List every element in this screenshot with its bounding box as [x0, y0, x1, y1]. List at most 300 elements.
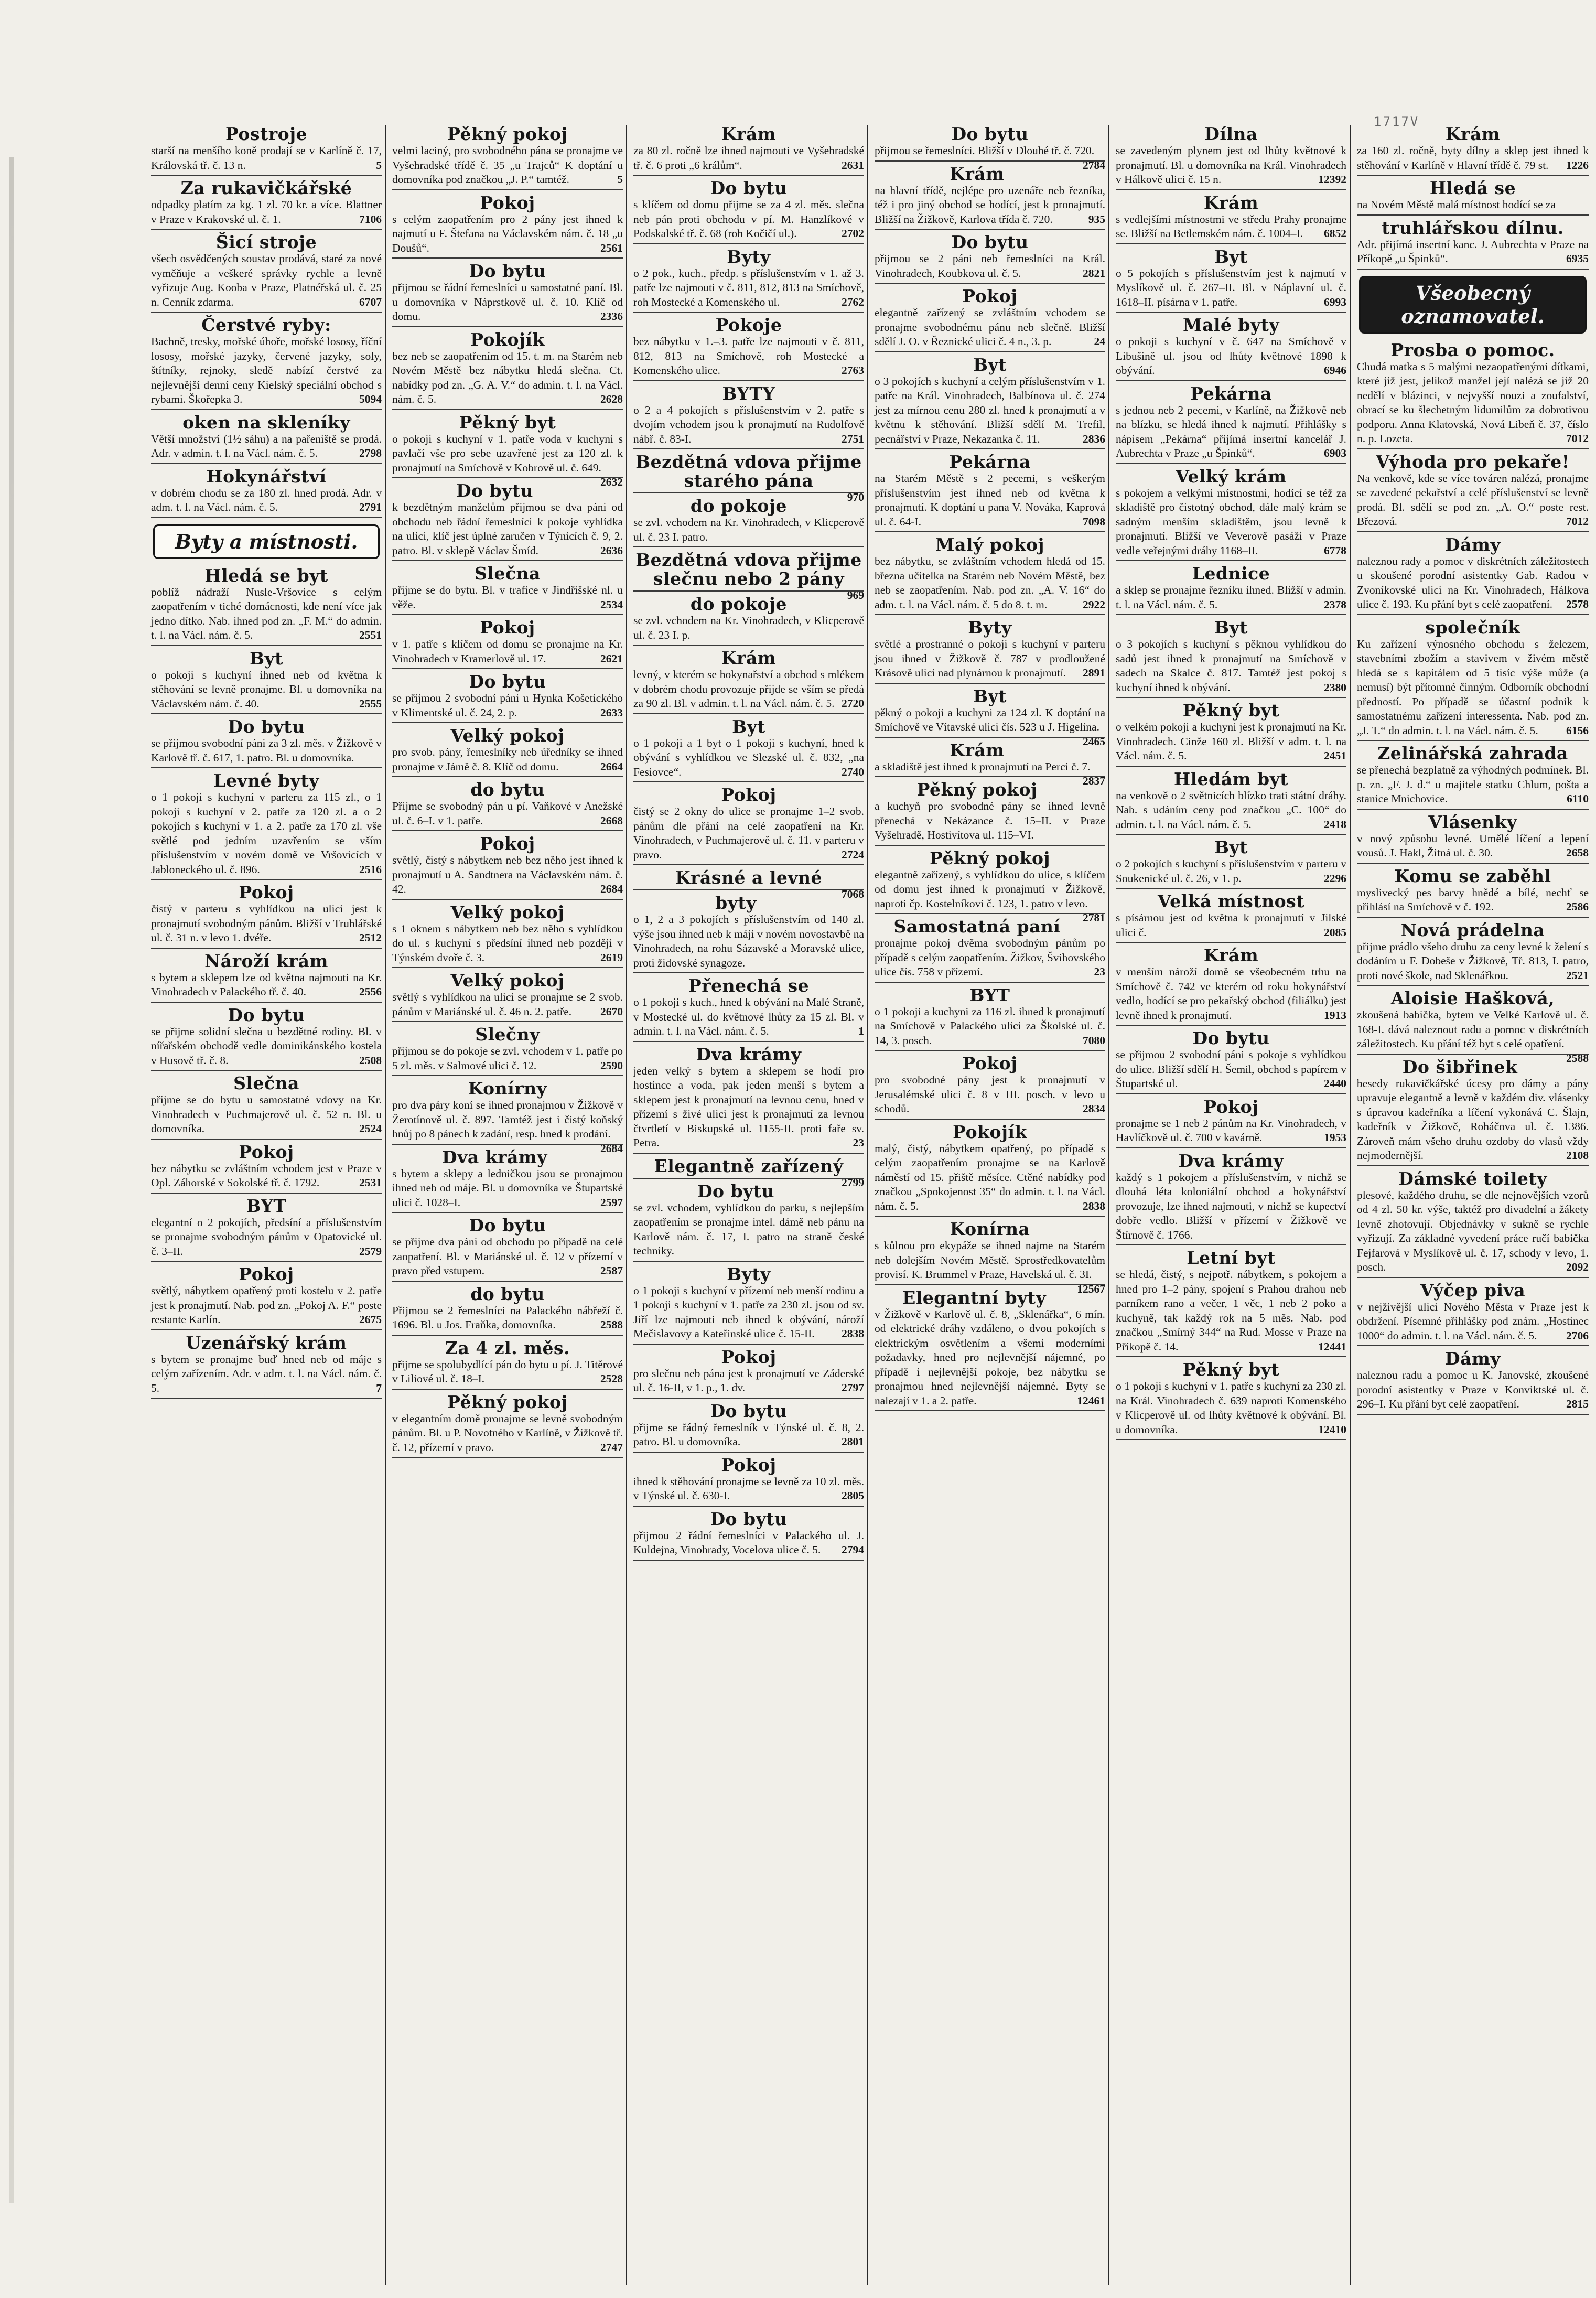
- ad-number: 2508: [359, 1054, 382, 1067]
- ad-number: 935: [1088, 212, 1105, 225]
- classified-ad: [1116, 770, 1346, 835]
- classified-ad: [151, 179, 382, 230]
- classified-ad: [875, 453, 1105, 532]
- ad-number: 1226: [1566, 158, 1589, 171]
- ad-headline: Výhoda pro pekaře!: [1376, 451, 1570, 472]
- ad-headline: Do bytu: [710, 178, 788, 198]
- classified-ad: [151, 125, 382, 176]
- ad-headline: Byt: [732, 716, 765, 737]
- ad-body-text: Adr. přijímá insertní kanc. J. Aubrechta v Praze na Příkopě „u Špinků“.: [1357, 238, 1589, 265]
- ad-body: [1357, 144, 1589, 173]
- classified-ad: [633, 717, 864, 783]
- classified-columns: [148, 125, 1591, 2285]
- ad-body-text: v nový způsobu levné. Umělé líčení a lepení vousů. J. Hakl, Žitná ul. č. 30.: [1357, 832, 1589, 859]
- classified-ad: [633, 1456, 864, 1507]
- ad-number: 2784: [1083, 158, 1105, 171]
- classified-ad: [633, 976, 864, 1042]
- ad-number: 5: [376, 158, 382, 171]
- ad-headline: Hledá se byt: [204, 565, 328, 586]
- ad-body-text: s klíčem od domu přijme se za 4 zl. měs. slečna neb pán proti obchodu v pí. M. Hanzlíkové v Podskalské tř. č. 68 (roh Kočičí ul.).: [633, 198, 864, 240]
- ad-body: [633, 198, 864, 241]
- classified-ad: [875, 685, 1105, 748]
- ad-number: 2440: [1324, 1077, 1346, 1090]
- ad-body: [633, 1201, 864, 1259]
- ad-body-text: velmi laciný, pro svobodného pána se pronajme ve Vyšehradské třídě č. 35 „u Trajců“ K doptání u domovníka pod značkou „J. P.“ tamtéž.: [392, 144, 623, 186]
- ad-body-text: se přenechá bezplatně za výhodných podmínek. Bl. p. zn. „F. J. d.“ u majitele statku Chlum, pošta a stanice Mnichovice.: [1357, 764, 1589, 805]
- classified-ad: [1116, 194, 1346, 244]
- ad-headline: BYT: [969, 984, 1010, 1005]
- ad-body-text: se zvl. vchodem na Kr. Vinohradech, v Klicperově ul. č. 23 I. patro.: [633, 516, 864, 543]
- ad-number: 6946: [1324, 364, 1346, 377]
- ad-body-text: starší na menšího koně prodají se v Karlíně č. 17, Královská tř. č. 13 n.: [151, 144, 382, 171]
- classified-ad: [633, 125, 864, 176]
- ad-number: 2724: [842, 848, 864, 861]
- ad-body: [633, 1064, 864, 1151]
- ad-body: [1116, 583, 1346, 612]
- ad-body: [1116, 403, 1346, 461]
- ad-number: 2668: [600, 814, 623, 827]
- ad-body: [1116, 1268, 1346, 1354]
- column-4: [871, 125, 1109, 2285]
- ad-body-text: s 1 oknem s nábytkem neb bez něho s vyhlídkou do ul. s kuchyní s předsíní ihned neb později v Týnském dvoře č. 3.: [392, 922, 623, 964]
- ad-number: 2702: [842, 227, 864, 240]
- ad-body-text: v Žižkově v Karlově ul. č. 8, „Sklenářka“, 6 mín. od elektrické dráhy vzdáleno, o dvou pokojích s elektrickým osvětlením a všemi moderními požadavky, hned pro nejlevnější nájemné, po případě i nejlevnější pokoje, bez nábytku se pronajmou hned nejlevnější nájemné. Byty se nalezají v 1. a 2. patře.: [875, 1307, 1105, 1407]
- ad-number: 7106: [359, 212, 382, 225]
- ad-headline: Pokojík: [953, 1121, 1027, 1142]
- ad-number: 2836: [1083, 432, 1105, 445]
- ad-headline: Krám: [1203, 192, 1259, 213]
- ad-body-text: a sklep se pronajme řezníku ihned. Bližší v admin. t. l. na Václ. nám. č. 5.: [1116, 584, 1346, 611]
- ad-body: [1116, 1116, 1346, 1145]
- ad-body-text: o 1 pokoji a 1 byt o 1 pokoji s kuchyní, hned k obývání s vyhlídkou ve Slezské ul. č. 832, „na Fesiovce“.: [633, 736, 864, 778]
- ad-number: 2838: [1083, 1199, 1105, 1212]
- ad-number: 7098: [1083, 515, 1105, 528]
- ad-headline: Samostatná paní: [893, 916, 1061, 937]
- ad-number: 2675: [359, 1313, 382, 1326]
- ad-body-text: čistý v parteru s vyhlídkou na ulici jest k pronajmutí svobodným pánům. Bližší v Truhlářské ul. č. 31 n. v levo 1. dvéře.: [151, 903, 382, 944]
- ad-body-text: na hlavní třídě, nejlépe pro uzenáře neb řezníka, též i pro jiný obchod se hodící, jest k pronajmutí. Bližší na Žižkově, Karlova třída č. 720.: [875, 184, 1105, 225]
- ad-body-text: a skladiště jest ihned k pronajmutí na Perci č. 7.: [875, 760, 1091, 773]
- ad-body: [1357, 1188, 1589, 1275]
- classified-ad: [875, 1219, 1105, 1295]
- ad-number: 23: [853, 1136, 864, 1149]
- ad-body: [633, 668, 864, 711]
- ad-body-text: světlý s vyhlídkou na ulici se pronajme se 2 svob. pánům v Mariánské ul. č. 46 n. 2. patře.: [392, 991, 623, 1018]
- ad-body-text: se přijme solidní slečna u bezdětné rodiny. Bl. v nířařském obchodě vedle dominikánského kostela v Husově tř. č. 8.: [151, 1025, 382, 1067]
- ad-body-text: za 160 zl. ročně, byty dílny a sklep jest ihned k stěhování v Karlíně v Hlavní třídě č. 79 st.: [1357, 144, 1589, 171]
- classified-ad: [151, 649, 382, 715]
- ad-number: 2465: [1083, 735, 1105, 748]
- page-edge-shadow: [9, 157, 14, 2203]
- ad-number: 2516: [359, 863, 382, 876]
- ad-body-text: malý, čistý, nábytkem opatřený, po případě s celým zaopatřením pronajme se na Karlově náměstí od 15. přiště měsíce. Ctěné nabídky pod značkou „Spokojenost 35“ do admin. t. l. na Václ. nám. č. 5.: [875, 1142, 1105, 1212]
- ad-body-text: zkoušená babička, bytem ve Velké Karlově ul. č. 168-I. dává naleznout radu a pomoc v diskrétních záležitostech. Ku přání též byt s celé opatření.: [1357, 1008, 1589, 1050]
- ad-headline: Velká místnost: [1158, 891, 1304, 911]
- ad-body: [151, 144, 382, 173]
- ad-body: [633, 1284, 864, 1341]
- ad-number: 2597: [600, 1196, 623, 1209]
- ad-body-text: o pokoji s kuchyní ihned neb od května k stěhování se levně pronajme. Bl. u domovníka na Václavském nám. č. 40.: [151, 668, 382, 710]
- ad-headline: Krám: [950, 739, 1005, 760]
- ad-body: [875, 760, 1105, 787]
- ad-number: 2524: [359, 1122, 382, 1135]
- ad-body-text: se zvl. vchodem, vyhlídkou do parku, s nejlepším zaopatřením se pronajme intel. dámě neb pánu na Karlově nám. č. 17, I. patro na straně české techniky.: [633, 1201, 864, 1257]
- ad-number: 2561: [600, 241, 623, 254]
- classified-ad: [392, 618, 623, 669]
- ad-headline: oken na skleníky: [182, 412, 350, 433]
- ad-body-text: Bachně, tresky, mořské úhoře, mořské lososy, říční lososy, mořské jazyky, červené jazyky, soly, štítníky, rejnoky, sledě nabízí čerstvé za nejlevnější denní ceny Kielský speciální obchod s rybami. Škořepka 3.: [151, 335, 382, 405]
- ad-headline: Do bytu: [469, 671, 546, 692]
- ad-headline: Pokoj: [962, 1053, 1018, 1073]
- classified-ad: [875, 535, 1105, 615]
- ad-number: 2590: [600, 1059, 623, 1072]
- classified-ad: [633, 452, 864, 503]
- ad-body-text: světlý, nábytkem opatřený proti kostelu v 2. patře jest k pronajmutí. Nab. pod zn. „Pokoj A. F.“ poste restante Karlín.: [151, 1284, 382, 1326]
- ad-body-text: pro dva páry koní se ihned pronajmou v Žižkově v Žerotínově ul. č. 897. Tamtéž jest i čistý koňský hnůj po 8 pánech k zadání, resp. hned k prodání.: [392, 1099, 623, 1140]
- classified-ad: [392, 834, 623, 900]
- ad-body: [633, 516, 864, 544]
- ad-headline: Slečna: [233, 1073, 299, 1093]
- classified-ad: [392, 1285, 623, 1336]
- ad-body: [1357, 886, 1589, 915]
- classified-ad: [392, 780, 623, 831]
- ad-body: [875, 637, 1105, 681]
- classified-ad: [633, 316, 864, 381]
- ad-headline: Pokoj: [239, 1264, 294, 1284]
- ad-headline: Krám: [721, 648, 777, 668]
- ad-headline: Dílna: [1204, 125, 1258, 144]
- classified-ad: [392, 1025, 623, 1076]
- classified-ad: [1357, 125, 1589, 176]
- ad-headline: Krásné a levné: [675, 867, 823, 888]
- ad-number: 2296: [1324, 872, 1346, 885]
- classified-ad: [392, 971, 623, 1022]
- ad-body-text: v nejživější ulici Nového Města v Praze jest k obdržení. Písemné přihlášky pod znám. „Hostinec 1000“ do admin. t. l. na Václ. nám. č. 5.: [1357, 1300, 1589, 1342]
- ad-headline: Do bytu: [469, 261, 546, 281]
- ad-number: 2108: [1566, 1149, 1589, 1162]
- classified-ad: [392, 1078, 623, 1155]
- ad-body-text: se přijmou 2 svobodní páni s pokoje s vyhlídkou do ulice. Bližší sdělí H. Šemil, obchod s papírem v Štupartské ul.: [1116, 1048, 1346, 1090]
- ad-body-text: přijmou 2 řádní řemeslníci v Palackého ul. J. Kuldejna, Vinohrady, Vocelova ulice č. 5.: [633, 1529, 864, 1556]
- classified-ad: [151, 883, 382, 949]
- classified-ad: [1116, 1152, 1346, 1246]
- classified-ad: [633, 1045, 864, 1154]
- ad-body: [875, 799, 1105, 843]
- ad-body-text: v menším nároží domě se všeobecném trhu na Smíchově č. 742 ve kterém od roku hokynářství vedlo, hodící se pro pekařský obchod (filiálku) jest levně ihned k pronajmutí.: [1116, 965, 1346, 1022]
- ad-body-text: bez neb se zaopatřením od 15. t. m. na Starém neb Novém Městě bez nábytku hledá slečna. Ct. nabídky pod zn. „G. A. V.“ do admin. t. l. na Václ. nám. č. 5.: [392, 349, 623, 405]
- ad-body-text: s pokojem a velkými místnostmi, hodící se též za skladiště pro čistotný obchod, dále malý krám se sadným menším skladištěm, jsou levně k pronajmutí. Bližší ve Veverově pasáži v Praze vedle veřejnými dráhy 1168–II.: [1116, 486, 1346, 557]
- ad-body-text: odpadky platím za kg. 1 zl. 70 kr. a více. Blattner v Praze v Krakovské ul. č. 1.: [151, 198, 382, 225]
- ad-headline: Pokoj: [962, 286, 1018, 306]
- ad-number: 2797: [842, 1381, 864, 1394]
- ad-number: 2551: [359, 629, 382, 641]
- ad-headline: společník: [1425, 617, 1520, 638]
- ad-body: [875, 471, 1105, 529]
- ad-headline: Slečna: [475, 563, 541, 584]
- ad-body: [875, 1307, 1105, 1409]
- ad-number: 6903: [1324, 447, 1346, 459]
- ad-body: [151, 790, 382, 877]
- ad-body: [392, 1235, 623, 1279]
- ad-headline: Velký pokoj: [450, 725, 565, 746]
- ad-headline: Pokoj: [721, 1454, 777, 1475]
- ad-body: [151, 1352, 382, 1396]
- ad-body: [1357, 763, 1589, 807]
- ad-body-text: elegantně zařízený, s vyhlídkou do ulice, s klíčem od domu jest ihned k pronajmutí v Žižkově, naproti čp. Kostelníkovi č. 123, 1. patro v levo.: [875, 868, 1105, 910]
- classified-ad: [875, 1288, 1105, 1412]
- ad-body: [1357, 832, 1589, 861]
- ad-body-text: čistý se 2 okny do ulice se pronajme 1–2 svob. pánům dle přání na celé zaopatření na Kr. Vinohradech, v Puchmajerově ul. č. 11. v parteru v pravo.: [633, 805, 864, 861]
- ad-headline: Dva krámy: [442, 1146, 547, 1167]
- ad-number: 969: [847, 589, 864, 602]
- ad-number: 6993: [1324, 295, 1346, 308]
- ad-body-text: se přijmou svobodní páni za 3 zl. měs. v Žižkově v Karlově tř. č. 617, 1. patro. Bl. u domovníka.: [151, 737, 382, 764]
- ad-body-text: bez nábytku v 1.–3. patře lze najmouti v č. 811, 812, 813 na Smíchově, roh Mostecké a Komenského ulice.: [633, 335, 864, 377]
- classified-ad: [1116, 1360, 1346, 1440]
- ad-headline: Výčep piva: [1420, 1280, 1526, 1301]
- ad-number: 12461: [1077, 1394, 1105, 1407]
- ad-number: 2720: [842, 697, 864, 710]
- ad-number: 2586: [1566, 900, 1589, 913]
- ad-body-text: naleznou rady a pomoc v diskrétních záležitostech u skoušené porodní asistentky Gab. Radou v Zvoníkovské ulici na Kr. Vinohradech, Hálkova ulice č. 193. Ku přání byt s celé zaopatření.: [1357, 554, 1589, 610]
- ad-body: [1357, 198, 1589, 212]
- section-heading-text: Byty a místnosti.: [175, 530, 358, 553]
- ad-body-text: se hledá, čistý, s nejpotř. nábytkem, s pokojem a hned pro 1–2 pány, spojení s Prahou drahou neb parníkem rano a večer, 1 věc, 1 neb 2 poko a kuchyně, tak každý rok na 5 měs. Nab. pod značkou „Smírný 344“ na Rud. Mosse v Praze na Příkopě č. 14.: [1116, 1268, 1346, 1353]
- ad-body: [875, 554, 1105, 612]
- ad-body: [1116, 1048, 1346, 1091]
- ad-body: [633, 1421, 864, 1449]
- ad-body-text: pronajme se 1 neb 2 pánům na Kr. Vinohradech, v Havlíčkově ul. č. 700 v kavárně.: [1116, 1116, 1346, 1144]
- ad-headline: Levné byty: [213, 770, 319, 791]
- ad-headline: Za 4 zl. měs.: [445, 1337, 570, 1358]
- ad-headline: do pokoje: [690, 594, 787, 614]
- classified-ad: [1116, 838, 1346, 889]
- classified-ad: [1116, 125, 1346, 190]
- classified-ad: [392, 125, 623, 190]
- ad-body: [875, 936, 1105, 980]
- classified-ad: [392, 1339, 623, 1390]
- ad-body: [1116, 1171, 1346, 1243]
- ad-body-text: se zvl. vchodem na Kr. Vinohradech, v Klicperově ul. č. 23 I. p.: [633, 614, 864, 641]
- ad-body-text: o 1 pokoji s kuchyní v 1. patře s kuchyní za 230 zl. na Král. Vinohradech č. 639 naproti Komenského v Klicperově ul. od lhůty květnové k obývání. Bl. u domovníka.: [1116, 1380, 1346, 1436]
- ad-body-text: o 3 pokojích s kuchyní a celým příslušenstvím v 1. patře na Král. Vinohradech, Balbínova ul. č. 274 jest za mírnou cenu 280 zl. hned k pronajmutí a v květnu k stěhování. Bližší sdělí M. Trefil, pecnářství v Praze, Nekazanka č. 11.: [875, 374, 1105, 445]
- classified-ad: [392, 726, 623, 777]
- ad-headline: Elegantně zařízený: [654, 1155, 844, 1176]
- classified-ad: [875, 233, 1105, 284]
- ad-number: 2706: [1566, 1329, 1589, 1342]
- classified-ad: [392, 1148, 623, 1214]
- ad-headline: Komu se zaběhl: [1394, 865, 1551, 886]
- ad-headline: Byt: [973, 354, 1007, 375]
- ad-headline: Letní byt: [1187, 1248, 1276, 1268]
- ad-headline: Uzenářský krám: [186, 1332, 347, 1353]
- classified-ad: [151, 467, 382, 518]
- ad-headline: Pokoj: [480, 192, 535, 213]
- ad-body: [151, 736, 382, 765]
- ad-body: [151, 432, 382, 461]
- ad-body-text: s písárnou jest od května k pronajmutí v Jilské ulici č.: [1116, 911, 1346, 939]
- ad-number: 2619: [600, 951, 623, 964]
- ad-headline: Byt: [973, 685, 1007, 706]
- ad-number: 2837: [1083, 775, 1105, 787]
- classified-ad: [151, 233, 382, 313]
- ad-headline: byty: [715, 893, 757, 913]
- classified-ad: [875, 618, 1105, 684]
- ad-body-text: pronajme pokoj dvěma svobodným pánům po případě s celým zaopatřením. Žižkov, Švihovského ulice čís. 758 v přízemí.: [875, 937, 1105, 978]
- classified-ad: [633, 1402, 864, 1453]
- classified-ad: [633, 1510, 864, 1561]
- ad-body: [1116, 486, 1346, 559]
- ad-body: [1357, 940, 1589, 983]
- ad-body-text: pro svobodné pány jest k pronajmutí v Jerusalémské ulici č. 8 v III. posch. v levo u schodů.: [875, 1073, 1105, 1115]
- ad-body-text: o 1, 2 a 3 pokojích s příslušenstvím od 140 zl. výše jsou ihned neb k máji v novém novostavbě na Vinohradech, na rohu Sázavské a Moravské ulice, proti židovské synagoze.: [633, 913, 864, 969]
- ad-body: [875, 1005, 1105, 1048]
- ad-body: [392, 432, 623, 488]
- ad-body: [392, 637, 623, 666]
- ad-number: 12392: [1318, 173, 1346, 186]
- ad-body-text: s bytem se pronajme buď hned neb od máje s celým zařízením. Adr. v adm. t. l. na Václ. nám. č. 5.: [151, 1352, 382, 1394]
- ad-headline: Hledá se: [1429, 178, 1516, 198]
- ad-headline: Aloisie Hašková,: [1390, 988, 1555, 1008]
- ad-number: 6778: [1324, 544, 1346, 557]
- ad-headline: Pěkný byt: [459, 412, 556, 433]
- classified-ad: [1116, 248, 1346, 313]
- ad-headline: Nová prádelna: [1400, 919, 1545, 940]
- classified-ad: [633, 550, 864, 602]
- ad-body: [1116, 1379, 1346, 1437]
- ad-body: [151, 668, 382, 712]
- ad-body-text: v 1. patře s klíčem od domu se pronajme na Kr. Vinohradech v Kramerlově ul. 17.: [392, 638, 623, 665]
- ad-headline: Zelinářská zahrada: [1377, 743, 1568, 764]
- column-6: [1354, 125, 1592, 2285]
- ad-headline: Byt: [250, 648, 283, 669]
- ad-body: [633, 403, 864, 447]
- ad-body-text: jeden velký s bytem a sklepem se hodí pro hostince a voda, pak jeden menší s bytem a sklepem jest k pronajmutí na levnou cenu, hned v přízemí s živé ulici jest k pronajmutí za levnou čtvrtletí v Biskupské ul. 1155-II. proti faře sv. Petra.: [633, 1064, 864, 1149]
- ad-number: 2588: [600, 1318, 623, 1331]
- ad-headline: Pěkný byt: [1182, 1359, 1280, 1380]
- classified-ad: [151, 1143, 382, 1194]
- ad-number: 2762: [842, 295, 864, 308]
- ad-body-text: naleznou radu a pomoc u K. Janovské, zkoušené porodní asistentky v Praze v Konviktské ul. č. 296–I. Ku přání byt celé zaopatření.: [1357, 1369, 1589, 1410]
- ad-number: 2628: [600, 393, 623, 405]
- ad-body-text: každý s 1 pokojem a příslušenstvím, v nichž se dlouhá léta koloniální obchod a hokynářství provozuje, lze ihned najmouti, v nichž se kupectví dobře vedlo. Bližší v přízemí v Žižkově ve Štírnově č. 1766.: [1116, 1171, 1346, 1241]
- ad-headline: Byt: [1214, 246, 1248, 267]
- ad-headline: Hledám byt: [1173, 768, 1289, 789]
- ad-headline: Do bytu: [228, 1004, 305, 1025]
- section-heading: [153, 524, 380, 559]
- ad-number: 2747: [600, 1441, 623, 1454]
- classified-ad: [633, 1182, 864, 1262]
- ad-number: 12441: [1318, 1340, 1346, 1353]
- ad-number: 7068: [842, 888, 864, 900]
- classified-ad: [633, 867, 864, 900]
- ad-body: [1116, 637, 1346, 695]
- ad-number: 2588: [1566, 1051, 1589, 1065]
- ad-headline: Pokoj: [239, 882, 294, 903]
- ad-headline: do bytu: [470, 779, 545, 800]
- ad-headline: Krám: [950, 163, 1005, 184]
- ad-body-text: ihned k stěhování pronajme se levně za 10 zl. měs. v Týnské ul. č. 630-I.: [633, 1475, 864, 1502]
- classified-ad: [1357, 1169, 1589, 1278]
- ad-headline: Pěkný byt: [1182, 700, 1280, 721]
- ad-body-text: světlé a prostranné o pokoji s kuchyní v parteru jsou ihned v Žižkově č. 787 v prodloužené Krásově ulici nad plynárnou k pronajmutí.: [875, 638, 1105, 679]
- ad-headline: Šicí stroje: [215, 232, 317, 252]
- ad-body-text: pro slečnu neb pána jest k pronajmutí ve Záderské ul. č. 16-II, v 1. p., 1. dv.: [633, 1367, 864, 1394]
- ad-body-text: přijme se spolubydlící pán do bytu u pí. J. Titěrové v Liliové ul. č. 18–I.: [392, 1358, 623, 1385]
- classified-ad: [1116, 1098, 1346, 1148]
- classified-ad: [1116, 316, 1346, 381]
- ad-body-text: s vedlejšími místnostmi ve středu Prahy pronajme se. Bližší na Betlemském nám. č. 1004–I.: [1116, 212, 1346, 240]
- classified-ad: [392, 1216, 623, 1282]
- ad-body-text: přijmou se řádní řemeslníci u samostatné paní. Bl. u domovníka v Náprstkově ul. č. 10. Klíč od domu.: [392, 281, 623, 323]
- ad-body: [1116, 911, 1346, 940]
- ad-headline: Pokoj: [721, 1346, 777, 1367]
- ad-headline: Pokoj: [480, 833, 535, 854]
- ad-number: 2763: [842, 364, 864, 377]
- ad-number: 2531: [359, 1176, 382, 1189]
- ad-number: 2838: [842, 1327, 864, 1340]
- ad-body: [633, 1529, 864, 1558]
- ad-headline: Pokoj: [239, 1141, 294, 1162]
- ad-number: 23: [1094, 965, 1105, 978]
- classified-ad: [151, 717, 382, 768]
- ad-body-text: přijme se do bytu. Bl. v trafice v Jindřišské nl. u věže.: [392, 584, 623, 611]
- ad-number: 2805: [842, 1489, 864, 1502]
- ad-body-text: Větší množství (1½ sáhu) a na pařeniště se prodá. Adr. v admin. t. l. na Václ. nám. č. 5.: [151, 432, 382, 459]
- classified-ad: [151, 316, 382, 410]
- ad-body-text: plesové, každého druhu, se dle nejnovějších vzorů od 4 zl. 50 kr. výše, taktéž pro divadelní a žákety levně zhotovují. Objednávky v sukně se rychle vyřizují. Za základné vyvedení práce ručí babička Fejfarová v Myslíkově ul. č. 17, schody v levo, 1. posch.: [1357, 1188, 1589, 1273]
- classified-ad: [1116, 384, 1346, 464]
- ad-body-text: bez nábytku, se zvláštním vchodem hledá od 15. března učitelka na Starém neb Novém Městě, bez neb se zaopatřením. Nab. pod zn. „A. V. 16“ do adm. t. l. na Václ. nám. č. 5 do 8. t. m.: [875, 555, 1105, 611]
- ad-number: 6707: [359, 295, 382, 308]
- ad-body: [875, 306, 1105, 349]
- ad-body: [151, 971, 382, 1000]
- ad-number: 2821: [1083, 266, 1105, 280]
- classified-ad: [875, 986, 1105, 1051]
- ad-number: 6852: [1324, 227, 1346, 240]
- ad-number: 2799: [842, 1176, 864, 1189]
- ad-body: [392, 349, 623, 407]
- ad-body-text: Přijme se svobodný pán u pí. Vaňkové v Anežské ul. č. 6–I. v 1. patře.: [392, 800, 623, 827]
- classified-ad: [151, 1074, 382, 1140]
- classified-ad: [1357, 988, 1589, 1065]
- ad-body: [151, 902, 382, 946]
- ad-headline: truhlářskou dílnu.: [1382, 217, 1564, 238]
- ad-number: 2556: [359, 985, 382, 998]
- ad-number: 2512: [359, 931, 382, 944]
- classified-ad: [1116, 1029, 1346, 1094]
- classified-ad: [875, 287, 1105, 352]
- ad-body-text: o velkém pokoji a kuchyni jest k pronajmutí na Kr. Vinohradech. Cinže 160 zl. Bližší v adm. t. l. na Václ. nám. č. 5.: [1116, 721, 1346, 762]
- ad-body-text: bez nábytku se zvláštním vchodem jest v Praze v Opl. Záhorské v Sokolské tř. č. 1792.: [151, 1162, 382, 1189]
- ad-headline: Krám: [1445, 125, 1501, 144]
- column-1: [148, 125, 386, 2285]
- ad-body-text: o pokoji s kuchyní v č. 647 na Smíchově v Libušině ul. jsou od lhůty květnové 1898 k obývání.: [1116, 335, 1346, 377]
- classified-ad: [633, 1348, 864, 1399]
- ad-body: [1116, 857, 1346, 886]
- ad-number: 5: [617, 173, 623, 186]
- ad-number: 2801: [842, 1435, 864, 1448]
- classified-ad: [1357, 618, 1589, 742]
- ad-body-text: o 1 pokoji s kuchyní v parteru za 115 zl., o 1 pokoji s kuchyní v 2. patře za 120 zl. a o 2 pokojích s kuchyní v 1. a 2. patře za 170 zl. vše světlé pod jedním uzavřením se vším příslušenstvím v novém domě ve Vršovicích v Jabloneckého ul. č. 896.: [151, 791, 382, 876]
- ad-headline: Konírny: [468, 1078, 547, 1099]
- classified-ad: [392, 903, 623, 969]
- ad-body: [875, 252, 1105, 281]
- classified-ad: [1357, 535, 1589, 615]
- ad-body: [392, 990, 623, 1019]
- classified-ad: [633, 649, 864, 714]
- ad-body-text: pro svob. pány, řemeslníky neb úředníky se ihned pronajme v Jámě č. 8. Klíč od domu.: [392, 746, 623, 773]
